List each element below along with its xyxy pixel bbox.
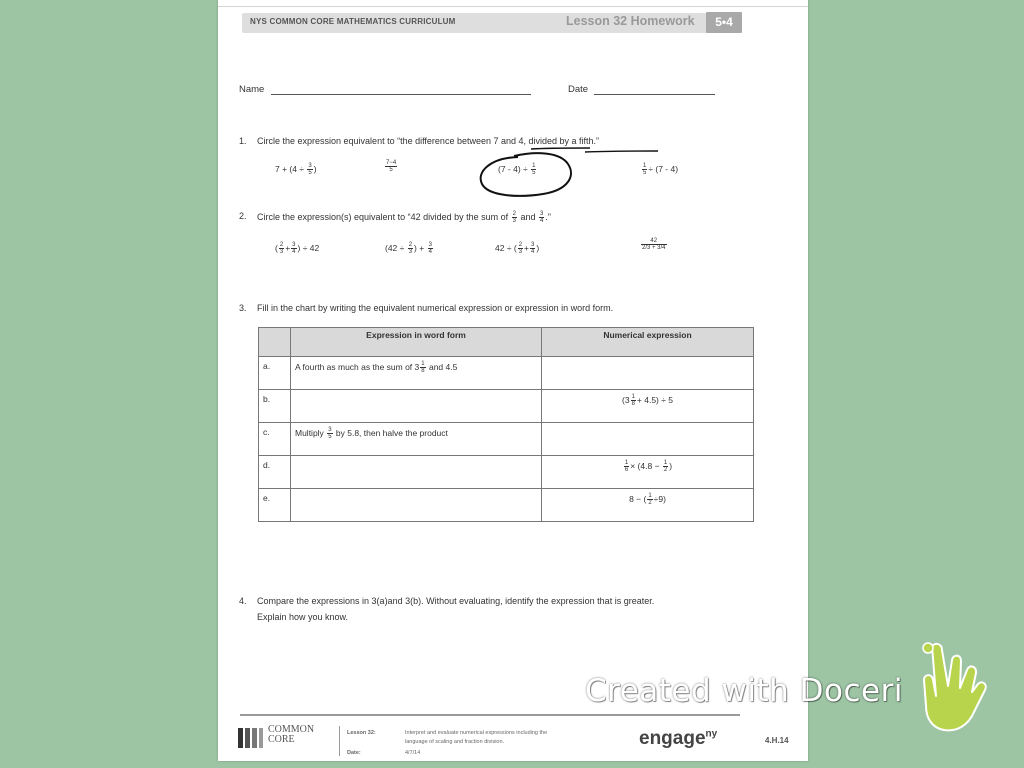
- top-rule: [218, 6, 808, 7]
- common-core-wordmark: [268, 725, 314, 745]
- row-d-numeric: $\frac{1}{6}$ × (4.8 − $\frac{1}{2}$ ): [542, 456, 754, 489]
- question-2-text: Circle the expression(s) equivalent to “42 divided by the sum of $\frac{2}{3}$ and $\frac{3}{4}$ .”: [257, 211, 551, 224]
- chart-row-d: [259, 456, 754, 489]
- date-line[interactable]: [594, 94, 715, 95]
- ink-underline-divided-by-a-fifth: [585, 151, 658, 152]
- chart-row-b: [259, 390, 754, 423]
- q2-option-c[interactable]: 42 ÷ ( $\frac{2}{3}$ + $\frac{3}{4}$ ): [495, 242, 540, 255]
- footer-lesson-label: Lesson 32:: [347, 730, 376, 736]
- lesson-title: Lesson 32 Homework: [566, 14, 695, 28]
- row-letter: b.: [259, 390, 291, 423]
- engage-ny-logo: [639, 728, 717, 750]
- brand-text: engage: [639, 728, 706, 749]
- chart-header-blank: [259, 328, 291, 357]
- footer-date-label: Date:: [347, 750, 361, 756]
- question-4-number: 4.: [239, 596, 247, 606]
- footer-description-1: Interpret and evaluate numerical expressions including the: [405, 730, 548, 736]
- question-3-text: Fill in the chart by writing the equivalent numerical expression or expression in word form.: [257, 303, 614, 313]
- row-c-numeric-input[interactable]: [542, 423, 754, 456]
- brand-sup: ny: [705, 728, 718, 740]
- q2-option-d[interactable]: $\frac{42}{2/3 + 3/4}$: [642, 238, 666, 251]
- q2-option-b[interactable]: (42 ÷ $\frac{2}{3}$ ) + $\frac{3}{4}$: [385, 242, 432, 255]
- logo-line-1: COMMON: [268, 724, 315, 735]
- chart-header-numeric: Numerical expression: [542, 328, 754, 357]
- row-letter: d.: [259, 456, 291, 489]
- chart-row-a: [259, 357, 754, 390]
- name-label: Name: [239, 84, 265, 95]
- row-a-numeric-input[interactable]: [542, 357, 754, 390]
- question-3-number: 3.: [239, 303, 247, 313]
- row-b-numeric: (3 $\frac{1}{8}$ + 4.5) ÷ 5: [542, 390, 754, 423]
- row-e-word-input[interactable]: [291, 489, 542, 522]
- footer-rule: [240, 714, 740, 716]
- chart-row-e: [259, 489, 754, 522]
- chart-header-word: Expression in word form: [291, 328, 542, 357]
- doceri-hand-icon: [918, 640, 990, 738]
- doceri-watermark: Created with Doceri: [585, 673, 903, 709]
- name-line[interactable]: [271, 94, 531, 95]
- worksheet-header: [242, 13, 740, 33]
- row-a-word: A fourth as much as the sum of 3 $\frac{1}{8}$ and 4.5: [291, 357, 542, 390]
- ink-underline-7-and-4: [531, 148, 590, 149]
- chart-header-row: [259, 328, 754, 357]
- common-core-logo-icon: [238, 728, 264, 748]
- q2-option-a[interactable]: ( $\frac{2}{3}$ + $\frac{3}{4}$ ) ÷ 42: [275, 242, 320, 255]
- chart-row-c: [259, 423, 754, 456]
- page-code: 4.H.14: [765, 736, 789, 745]
- row-d-word-input[interactable]: [291, 456, 542, 489]
- date-label: Date: [568, 84, 589, 95]
- row-letter: c.: [259, 423, 291, 456]
- footer-separator: [339, 726, 340, 756]
- row-b-word-input[interactable]: [291, 390, 542, 423]
- row-e-numeric: 8 − ( $\frac{1}{2}$ ÷9): [542, 489, 754, 522]
- row-c-word: Multiply $\frac{3}{5}$ by 5.8, then halve the product: [291, 423, 542, 456]
- question-1-text: Circle the expression equivalent to “the difference between 7 and 4, divided by a fifth.”: [257, 136, 600, 146]
- question-2-number: 2.: [239, 211, 247, 221]
- footer-date-value: 4/7/14: [405, 750, 421, 756]
- logo-line-2: CORE: [268, 734, 295, 745]
- q1-option-a[interactable]: 7 + (4 ÷ $\frac{3}{5}$ ): [275, 163, 317, 176]
- q1-option-c[interactable]: (7 - 4) ÷ $\frac{1}{5}$: [498, 163, 536, 176]
- footer-description-2: language of scaling and fraction division.: [405, 739, 505, 745]
- question-4-line-2: Explain how you know.: [257, 612, 349, 622]
- q1-option-b[interactable]: $\frac{7-4}{5}$: [386, 160, 397, 173]
- question-1-number: 1.: [239, 136, 247, 146]
- worksheet-page: [218, 0, 808, 761]
- module-badge: 5•4: [706, 12, 742, 33]
- q1-option-d[interactable]: $\frac{1}{5}$ ÷ (7 - 4): [643, 163, 679, 176]
- expression-chart: [258, 327, 754, 522]
- curriculum-title: NYS COMMON CORE MATHEMATICS CURRICULUM: [250, 17, 456, 26]
- question-4-line-1: Compare the expressions in 3(a)and 3(b). Without evaluating, identify the expression that is greater.: [257, 596, 655, 606]
- row-letter: e.: [259, 489, 291, 522]
- row-letter: a.: [259, 357, 291, 390]
